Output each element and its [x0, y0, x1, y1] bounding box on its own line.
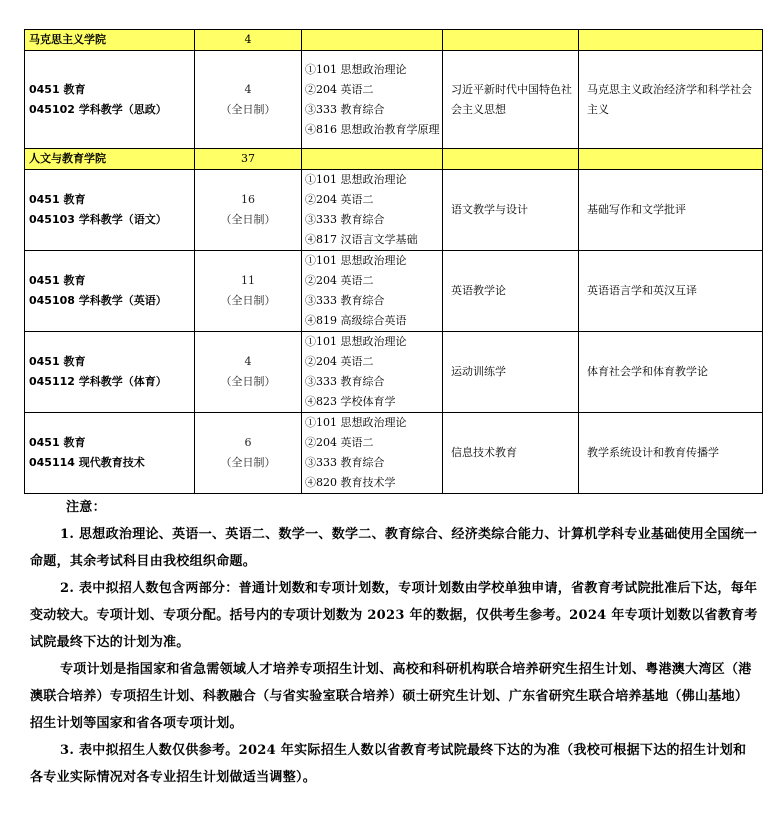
retest-subject: 英语教学论: [443, 251, 579, 332]
major-code: 0451 教育 045114 现代教育技术: [25, 413, 195, 494]
note-paragraph-2: 2. 表中拟招人数包含两部分：普通计划数和专项计划数，专项计划数由学校单独申请，省教育考试院批准后下达，每年变动较大。专项计划、专项分配。括号内的专项计划数为 2023 年的数据，仅供考生参考。2024 年专项计划数以省教育考试院最终下达的计划为准。: [30, 581, 758, 650]
retest-subject: 语文教学与设计: [443, 170, 579, 251]
enrollment-table: [24, 29, 763, 494]
note-paragraph-3: 3. 表中拟招生人数仅供参考。2024 年实际招生人数以省教育考试院最终下达的为准（我校可根据下达的招生计划和各专业实际情况对各专业招生计划做适当调整）。: [30, 743, 747, 785]
table-row: [25, 332, 763, 413]
exam-subjects: ①101 思想政治理论 ②204 英语二 ③333 教育综合 ④820 教育技术学: [302, 413, 443, 494]
table-row: [25, 413, 763, 494]
notes-section: [30, 494, 758, 791]
note-paragraph-special: 专项计划是指国家和省急需领域人才培养专项招生计划、高校和科研机构联合培养研究生招生计划、粤港澳大湾区（港澳联合培养）专项招生计划、科教融合（与省实验室联合培养）硕士研究生计划、广东省研究生联合培养基地（佛山基地）招生计划等国家和省各项专项计划。: [30, 662, 752, 731]
table-row: [25, 251, 763, 332]
major-code: 0451 教育 045108 学科教学（英语）: [25, 251, 195, 332]
exam-subjects: ①101 思想政治理论 ②204 英语二 ③333 教育综合 ④819 高级综合英语: [302, 251, 443, 332]
exam-subjects: ①101 思想政治理论 ②204 英语二 ③333 教育综合 ④816 思想政治教育学原理: [302, 51, 443, 149]
college-row-marxism: [25, 30, 763, 51]
retest-subject: 习近平新时代中国特色社会主义思想: [443, 51, 579, 149]
quota: 4 （全日制）: [195, 332, 302, 413]
major-code: 0451 教育 045112 学科教学（体育）: [25, 332, 195, 413]
notes-title: 注意：: [66, 500, 106, 515]
exam-subjects: ①101 思想政治理论 ②204 英语二 ③333 教育综合 ④817 汉语言文学基础: [302, 170, 443, 251]
college-count: 37: [195, 149, 302, 170]
major-code: 0451 教育 045102 学科教学（思政）: [25, 51, 195, 149]
retest-subject: 运动训练学: [443, 332, 579, 413]
college-name: 马克思主义学院: [25, 30, 195, 51]
quota: 11 （全日制）: [195, 251, 302, 332]
equivalent-subject: 马克思主义政治经济学和科学社会主义: [579, 51, 763, 149]
college-count: 4: [195, 30, 302, 51]
quota: 4 （全日制）: [195, 51, 302, 149]
college-row-humanities: [25, 149, 763, 170]
equivalent-subject: 英语语言学和英汉互译: [579, 251, 763, 332]
quota: 16 （全日制）: [195, 170, 302, 251]
equivalent-subject: 教学系统设计和教育传播学: [579, 413, 763, 494]
table-row: [25, 170, 763, 251]
major-code: 0451 教育 045103 学科教学（语文）: [25, 170, 195, 251]
equivalent-subject: 体育社会学和体育教学论: [579, 332, 763, 413]
equivalent-subject: 基础写作和文学批评: [579, 170, 763, 251]
quota: 6 （全日制）: [195, 413, 302, 494]
college-name: 人文与教育学院: [25, 149, 195, 170]
table-row: [25, 51, 763, 149]
note-paragraph-1: 1. 思想政治理论、英语一、英语二、数学一、数学二、教育综合、经济类综合能力、计算机学科专业基础使用全国统一命题，其余考试科目由我校组织命题。: [30, 527, 758, 569]
retest-subject: 信息技术教育: [443, 413, 579, 494]
exam-subjects: ①101 思想政治理论 ②204 英语二 ③333 教育综合 ④823 学校体育学: [302, 332, 443, 413]
